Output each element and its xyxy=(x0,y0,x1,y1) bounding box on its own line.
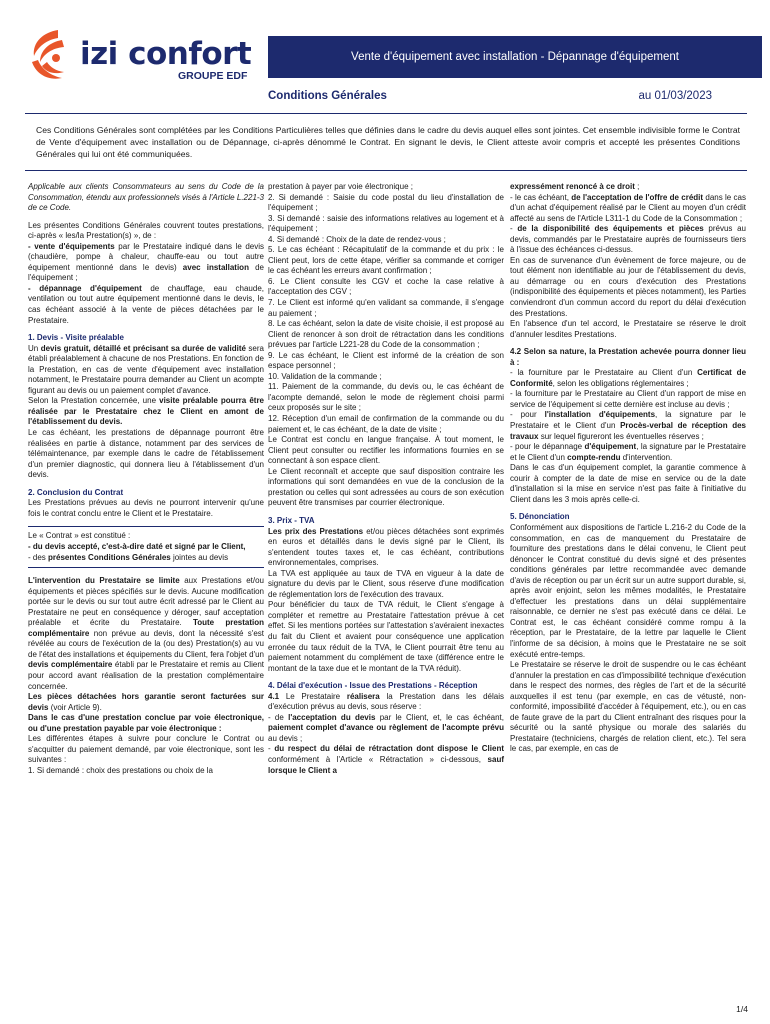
cancel-right-paragraph: En l'absence d'un tel accord, le Prestataire se réserve le droit d'annuler lesdites Prestations. xyxy=(510,319,746,339)
logo xyxy=(28,24,252,94)
applicable-note: Applicable aux clients Consommateurs au sens du Code de la Consommation, étendu aux professionnels visés à l'Article L.221-3 de ce Code. xyxy=(28,182,264,213)
vat-paragraph: La TVA est appliquée au taux de TVA en vigueur à la date de signature du devis par le Client, sous réserve d'une modification de réglementation lors de l'exécution des travaux. xyxy=(268,568,504,599)
intervention-paragraph: L'intervention du Prestataire se limite aux Prestations et/ou équipements et pièces spécifiés sur le devis. Aucune modification portée sur le devis ou sur tout autre écrit adressé par le Client au Prestataire ne peut en conséquence y déroger, sauf acceptation préalable et écrite du Prestataire. Toute prestation complémentaire non prévue au devis, dont la nécessité s'est révélée au cours de l'exécution de la (ou des) Prestation(s) au vu de l'état des installations et équipements du Client, fera l'objet d'un devis complémentaire établi par le Prestataire et remis au Client pour accord avant réalisation de la prestation complémentaire concernée. xyxy=(28,576,264,691)
remote-paragraph: Le cas échéant, les prestations de dépannage pourront être réalisées en partie à distance, notamment par des services de télémaintenance, par exemple dans le cadre de l'établissement d'un premier diagnostic, qui donnera lieu à l'établissement d'un devis. xyxy=(28,428,264,480)
scope-sale: - vente d'équipements par le Prestataire indiqué dans le devis (chaudière, pompe à chaleur, chauffe-eau ou tout autre équipement mentionné dans le devis) avec installation de l'équipement ; xyxy=(28,241,265,283)
quote-paragraph: Un devis gratuit, détaillé et précisant sa durée de validité sera établi préalablement à chacune de nos Prestations. En fonction de la Prestation, en cas de vente d'équipement avec installation notamment, le Prestataire pourra demander au Client un acompte figurant au devis ou un paiement complet d'avance. xyxy=(28,343,264,395)
execution-paragraph: 4.1 Le Prestataire réalisera la Prestation dans les délais d'exécution prévus au devis, sous réserve : xyxy=(268,691,504,712)
contract-box: Le « Contrat » est constitué : - du devis accepté, c'est-à-dire daté et signé par le Client, - des présentes Conditions Générales jointes au devis xyxy=(28,526,264,568)
termination-paragraph: Conformément aux dispositions de l'article L.216-2 du Code de la consommation, en cas de manquement du Prestataire de fourniture des prestations dans le délai convenu, le Client peut dénoncer le Contrat constitué du devis signé et des présentes conditions générales par lettre recommandée avec demande d'avis de réception ou par un écrit sur un autre support durable, si, après avoir enjoint, selon les mêmes modalités, le Prestataire d'effectuer les prestations dans un délai supplémentaire raisonnable, ce dernier ne s'est pas exécuté dans ce délai. Le Contrat est, le cas échéant considéré comme rompu à la réception, par le Prestataire, de la lettre par laquelle le Client l'informe de sa décision, à moins que le Prestataire ne se soit exécuté entre-temps. xyxy=(510,522,746,659)
column-1 xyxy=(28,182,264,783)
credit-item: - le cas échéant, de l'acceptation de l'offre de crédit dans le cas d'un achat d'équipement réalisé par le Client au moyen d'un crédit affecté au sens de l'Article L311-1 du Code de la Consommation ; xyxy=(510,192,746,223)
section-4-2-heading: 4.2 Selon sa nature, la Prestation achevée pourra donner lieu à : xyxy=(510,347,746,367)
certificate-item: - la fourniture par le Prestataire au Client d'un Certificat de Conformité, selon les obligations réglementaires ; xyxy=(510,368,747,388)
title-banner: Vente d'équipement avec installation - Dépannage d'équipement xyxy=(268,36,762,78)
scope-repair: - dépannage d'équipement de chauffage, eau chaude, ventilation ou tout autre équipement mentionné dans le devis, le cas échéant associé à la vente de pièces détachées par le Prestataire. xyxy=(28,283,265,325)
language-paragraph: Le Contrat est conclu en langue française. À tout moment, le Client peut consulter ou rectifier les informations fournies en se connectant à son espace client. xyxy=(268,435,504,466)
force-majeure-paragraph: En cas de survenance d'un évènement de force majeure, ou de tout élément non identifiable au jour de l'établissement du devis, au démarrage ou en cours d'exécution des Prestations (indisponibilité des équipements et pièces notamment), les Parties conviendront d'un commun accord du report du délai d'exécution des Prestations. xyxy=(510,255,746,318)
suspension-paragraph: Le Prestataire se réserve le droit de suspendre ou le cas échéant d'annuler la prestation en cas d'impossibilité technique d'exécution dans le respect des normes, des règles de l'art et de la sécurité auxquelles il est tenu (par exemple, en cas de vétusté, non-conformité, impossibilité d'accéder à l'équipement, etc.), ou en cas de faute grave de la part du Client entraînant des risques pour la sécurité ou la santé physique ou morale des salariés du Prestataire (techniciens, chargés de relation client, etc.). Tel sera le cas, par exemple, en cas de xyxy=(510,660,746,754)
divider-top xyxy=(25,113,747,114)
repair-item: - pour le dépannage d'équipement, la signature par le Prestataire et le Client d'un compte-rendu d'intervention. xyxy=(510,442,746,462)
page-title: Conditions Générales xyxy=(268,90,387,102)
intro-paragraph: Ces Conditions Générales sont complétées par les Conditions Particulières telles que définies dans le cadre du devis auquel elles sont jointes. Cet ensemble indivisible forme le Contrat de Vente d'équipement avec installation ou de Dépannage, ci-après dénommé le Contrat. En signant le devis, le Client atteste avoir compris et accepté les présentes Conditions Générales qui lui ont été communiquées. xyxy=(36,125,740,160)
effective-date: au 01/03/2023 xyxy=(638,90,712,102)
section-2-heading: 2. Conclusion du Contrat xyxy=(28,487,124,497)
reduced-vat-paragraph: Pour bénéficier du taux de TVA réduit, le Client s'engage à compléter et remettre au Prestataire l'attestation prévue à cet effet. Si les mentions portées sur l'attestation s'avéraient inexactes du fait du Client et avaient pour conséquence une application erronée du taux réduit de la TVA, le Client pourrait être tenu au paiement notamment du complément de taxe (différence entre le montant de la taxe due et le montant de la TVA réduit). xyxy=(268,600,504,673)
logo-mark-icon xyxy=(28,26,78,84)
scope-intro: Les présentes Conditions Générales couvrent toutes prestations, ci-après « les/la Prestation(s) », de : xyxy=(28,220,264,241)
email-paragraph: Le Client reconnaît et accepte que sauf disposition contraire les informations qui sont demandées en vue de la conclusion de la prestation ou celles qui sont adressées au cours de son exécution peuvent être transmises par courrier électronique. xyxy=(268,466,504,508)
section-4-heading: 4. Délai d'exécution - Issue des Prestations - Réception xyxy=(268,681,478,691)
column-2 xyxy=(268,182,504,783)
section-5-heading: 5. Dénonciation xyxy=(510,512,570,522)
prior-visit-paragraph: Selon la Prestation concernée, une visite préalable pourra être réalisée par le Prestataire chez le Client en amont de l'établissement du devis. xyxy=(28,396,265,427)
electronic-steps-intro: Les différentes étapes à suivre pour conclure le Contrat ou s'acquitter du paiement demandé, par voie électronique, sont les suivantes : xyxy=(28,734,264,765)
electronic-step-1: 1. Si demandé : choix des prestations ou choix de la xyxy=(28,765,213,775)
installation-item: - pour l'installation d'équipements, la signature par le Prestataire et le Client d'un Procès-verbal de réception des travaux sur lequel figureront les éventuelles réserves ; xyxy=(510,410,746,441)
section-3-heading: 3. Prix - TVA xyxy=(268,515,315,525)
divider-bottom xyxy=(25,170,747,171)
electronic-steps-list: prestation à payer par voie électronique ; 2. Si demandé : Saisie du code postal du lieu d'installation de l'équipement ; 3. Si demandé : saisie des informations relatives au logement et à l'équipement ; 4. Si demandé : Choix de la date de rendez-vous ; 5. Le cas échéant : Récapitulatif de la commande et du prix : le Client peut, lors de cette étape, vérifier sa commande et corriger le cas échéant les erreurs avant confirmation ; 6. Le Client consulte les CGV et coche la case relative à l'acceptation des CGV ; 7. Le Client est informé qu'en validant sa commande, il s'engage au paiement ; 8. Le cas échéant, selon la date de visite choisie, il est proposé au Client de renoncer à son droit de rétractation dans les conditions prévues par l'article L221-28 du Code de la consommation ; 9. Le cas échéant, le Client est informé de la création de son espace personnel ; 10. Validation de la commande ; 11. Paiement de la commande, du devis ou, le cas échéant de l'acompte demandé, selon le mode de règlement choisi parmi ceux proposés sur le site ; 12. Réception d'un email de confirmation de la commande ou du paiement et, le cas échéant, de la date de visite ; xyxy=(268,182,504,434)
waiver-item: expressément renoncé à ce droit ; xyxy=(510,182,640,191)
logo-subtitle: GROUPE EDF xyxy=(178,70,248,82)
commissioning-item: - la fourniture par le Prestataire au Client d'un rapport de mise en service de l'équipement si cette dernière est incluse au devis ; xyxy=(510,389,746,409)
conclusion-paragraph: Les Prestations prévues au devis ne pourront intervenir qu'une fois le contrat conclu entre le Client et le Prestataire. xyxy=(28,498,264,518)
page-number: 1/4 xyxy=(736,1004,748,1014)
warranty-paragraph: Dans le cas d'un équipement complet, la garantie commence à courir à compter de la date de mise en service ou de la date d'installation si la mise en service n'est pas faite à l'initiative du Client dans les 3 mois après celle-ci. xyxy=(510,463,746,504)
section-1-heading: 1. Devis - Visite préalable xyxy=(28,333,124,343)
acceptance-item: - de l'acceptation du devis par le Client, et, le cas échéant, paiement complet d'avance ou règlement de l'acompte prévu au devis ; xyxy=(268,712,504,743)
spare-parts-paragraph: Les pièces détachées hors garantie seront facturées sur devis (voir Article 9). xyxy=(28,692,264,712)
availability-item: - de la disponibilité des équipements et pièces prévus au devis, commandés par le Prestataire auprès de fournisseurs tiers à l'issue des échéances ci-dessus. xyxy=(510,224,747,255)
withdrawal-item: - du respect du délai de rétractation dont dispose le Client conformément à l'Article « Rétractation » ci-dessous, sauf lorsque le Client a xyxy=(268,744,505,775)
column-3 xyxy=(510,182,746,762)
logo-text: izi confort xyxy=(80,36,252,72)
electronic-paragraph: Dans le cas d'une prestation conclue par voie électronique, ou d'une prestation payable par voie électronique : xyxy=(28,713,264,733)
prices-paragraph: Les prix des Prestations et/ou pièces détachées sont exprimés en euros et détaillés dans le devis signé par le Client, ils s'entendent toutes taxes et, le cas échéant, contributions environnementales, comprises. xyxy=(268,526,504,568)
